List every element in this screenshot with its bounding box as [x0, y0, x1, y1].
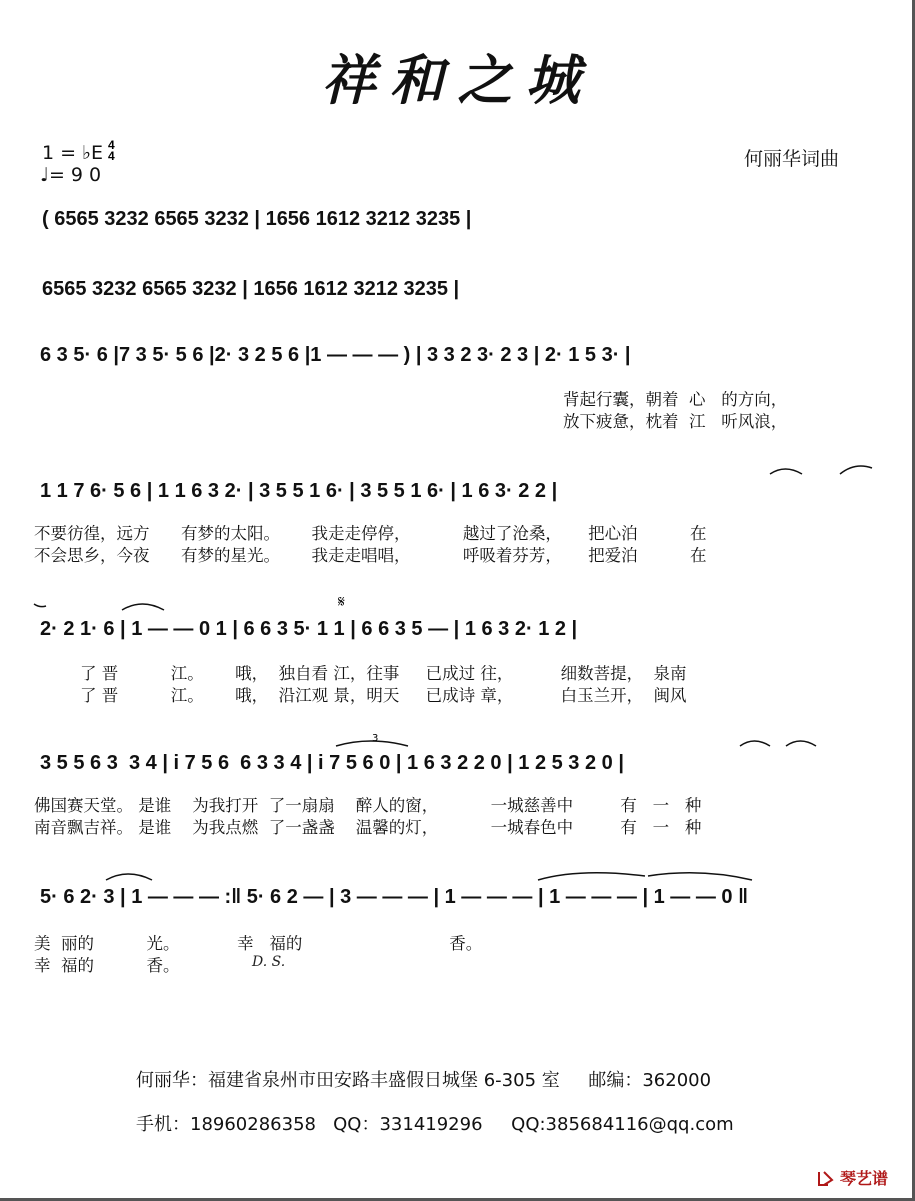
segno-sign: 𝄋 [338, 592, 345, 611]
site-watermark [816, 1166, 888, 1189]
triplet-mark: 3 [372, 733, 379, 744]
tie-slurs-row-4 [760, 462, 880, 476]
key-signature: 1 = ♭E [42, 142, 104, 164]
score-row-5: 2· 2 1· 6 | 1 — — 0 1 | 6 6 3 5· 1 1 | 6 6 3 5 — | 1 6 3 2· 1 2 | [40, 618, 578, 640]
lyric-row-3-verse-2: 放下疲惫，枕着 江 听风浪， [563, 412, 788, 431]
lyric-row-4-verse-2: 不会思乡，今夜 有梦的星光。 我走走唱唱， 呼吸着芬芳， 把爱泊 在 [34, 546, 707, 565]
composer-credit: 何丽华词曲 [744, 148, 840, 170]
tie-slurs-row-7 [100, 868, 760, 884]
tempo-mark: ♩= 9 0 [40, 164, 102, 186]
footer-address: 何丽华：福建省泉州市田安路丰盛假日城堡 6-305 室 邮编：362000 [136, 1070, 712, 1091]
time-signature [108, 140, 115, 162]
score-row-3: 6 3 5· 6 |7 3 5· 5 6 |2· 3 2 5 6 |1 — — — ) | 3 3 2 3· 2 3 | 2· 1 5 3· | [40, 344, 631, 366]
time-signature-bottom: 4 [108, 149, 115, 163]
lyric-row-7-verse-2: 幸 福的 香。 [34, 956, 180, 975]
lyric-row-6-verse-1: 佛国赛天堂。 是谁 为我打开 了一扇扇 醉人的窗， 一城慈善中 有 一 种 [34, 796, 702, 815]
lyric-row-5-verse-1: 了 晋 江。 哦， 独自看 江，往事 已成过 往， 细数菩提， 泉南 [80, 664, 687, 683]
lyric-row-5-verse-2: 了 晋 江。 哦， 沿江观 景，明天 已成诗 章， 白玉兰开， 闽风 [80, 686, 687, 705]
lyric-row-6-verse-2: 南音飘吉祥。 是谁 为我点燃 了一盏盏 温馨的灯， 一城春色中 有 一 种 [34, 818, 702, 837]
song-title: 祥和之城 [321, 48, 594, 112]
watermark-logo-icon [816, 1168, 836, 1188]
score-row-7: 5· 6 2· 3 | 1 — — — :‖ 5· 6 2 — | 3 — — — | 1 — — — | 1 — — — | 1 — — 0 ‖ [40, 886, 749, 908]
dal-segno-mark: D. S. [252, 954, 286, 970]
tie-slurs-row-5 [30, 598, 180, 612]
score-row-2: 6565 3232 6565 3232 | 1656 1612 3212 3235 | [42, 278, 460, 300]
watermark-text: 琴艺谱 [840, 1169, 889, 1188]
score-row-4: 1 1 7 6· 5 6 | 1 1 6 3 2· | 3 5 5 1 6· | 3 5 5 1 6· | 1 6 3· 2 2 | [40, 480, 558, 502]
lyric-row-3-verse-1: 背起行囊，朝着 心 的方向， [563, 390, 788, 409]
score-row-6: 3 5 5 6 3 3 4 | i 7 5 6 6 3 3 4 | i 7 5 6 0 | 1 6 3 2 2 0 | 1 2 5 3 2 0 | [40, 752, 624, 774]
footer-contact: 手机：18960286358 QQ：331419296 QQ:385684116@qq.com [136, 1114, 734, 1135]
lyric-row-4-verse-1: 不要彷徨，远方 有梦的太阳。 我走走停停， 越过了沧桑， 把心泊 在 [34, 524, 707, 543]
tie-slurs-row-6 [330, 734, 890, 750]
time-signature-top: 4 [108, 138, 115, 152]
lyric-row-7-verse-1: 美 丽的 光。 幸 福的 香。 [34, 934, 483, 953]
score-row-1: ( 6565 3232 6565 3232 | 1656 1612 3212 3235 | [42, 208, 472, 230]
